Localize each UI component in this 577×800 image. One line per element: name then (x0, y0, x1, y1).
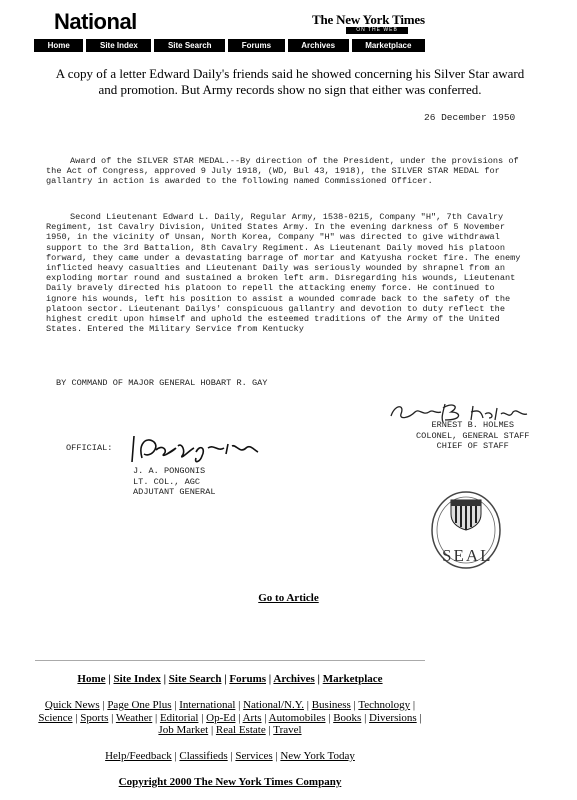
link-national-ny[interactable]: National/N.Y. (243, 699, 304, 711)
image-caption: A copy of a letter Edward Daily's friends said he showed concerning his Silver Star award and promotion. But Army records show no sign that either was conferred. (55, 66, 525, 97)
link-classifieds[interactable]: Classifieds (179, 750, 228, 762)
seal-text: SEAL (442, 546, 493, 565)
section-title: National (54, 9, 137, 34)
nav-forums[interactable]: Forums (228, 39, 285, 52)
link-books[interactable]: Books (333, 711, 362, 724)
pongonis-signature-block (133, 466, 216, 498)
logo-subtitle: ON THE WEB (346, 27, 408, 34)
signer-rank: COLONEL, GENERAL STAFF (416, 430, 530, 441)
nav-site-search[interactable]: Site Search (154, 39, 225, 52)
official-label: OFFICIAL: (66, 443, 113, 453)
link-weather[interactable]: Weather (115, 711, 153, 724)
link-op-ed[interactable]: Op-Ed (206, 711, 236, 724)
footer-forums-link[interactable]: Forums (229, 673, 267, 685)
letter-citation-paragraph: Second Lieutenant Edward L. Daily, Regular Army, 1538-0215, Company "H", 7th Cavalry Regiment, 1st Cavalry Division, United States Army. In the evening darkness of 5 November 1950, in the vicinity of Unsan, North Korea, Company "H" was directed to give withdrawal support to the 3rd Battalion, 8th Cavalry Regiment. As Lieutenant Daily moved his platoon forward, they came under a devastating barrage of mortar and Katyusha rocket fire. The enemy inflicted heavy casualties and Lieutenant Daily was seriously wounded by shrapnel from an exploding mortar round and sustained a broken left arm. Disregarding his wounds, Lieutenant Daily bravely directed his platoon to repell the attacking enemy force. He continued to ignore his wounds, left his position to assist a wounded comrade back to the safety of the platoon sector. Lieutenant Dailys' conspicuous gallantry and devotion to duty reflect the highest credit upon himself and uphold the esteemed traditions of the Army of the United States. Entered the Military Service from Kentucky (46, 212, 521, 335)
link-travel[interactable]: Travel (273, 724, 302, 736)
holmes-signature-block (416, 420, 529, 452)
pongonis-signature (124, 430, 264, 466)
copyright-notice[interactable] (0, 776, 460, 788)
nav-site-index[interactable]: Site Index (86, 39, 151, 52)
link-real-estate[interactable]: Real Estate (215, 724, 266, 736)
copyright-link[interactable]: Copyright 2000 The New York Times Company (118, 776, 342, 788)
service-links: Help/Feedback | Classifieds | Services | New York Today (105, 750, 355, 762)
adjutant-rank: LT. COL., AGC (133, 476, 201, 487)
footer-archives-link[interactable]: Archives (273, 673, 315, 685)
logo-name: The New York Times (312, 12, 425, 27)
letter-award-paragraph: Award of the SILVER STAR MEDAL.--By direction of the President, under the provisions of the Act of Congress, approved 9 July 1918, (WD, Bul 43, 1918), the SILVER STAR MEDAL for gallantry in action is awarded to the following named Commissioned Officer. (46, 156, 519, 187)
link-quick-news[interactable]: Quick News (44, 699, 100, 711)
nav-home[interactable]: Home (34, 39, 83, 52)
link-diversions[interactable]: Diversions (369, 711, 417, 724)
link-job-market[interactable]: Job Market (158, 724, 209, 736)
link-new-york-today[interactable]: New York Today (280, 750, 355, 762)
link-business[interactable]: Business (311, 699, 351, 711)
letter-command-line: BY COMMAND OF MAJOR GENERAL HOBART R. GAY (56, 378, 268, 388)
footer-marketplace-link[interactable]: Marketplace (322, 673, 383, 685)
link-science[interactable]: Science (38, 711, 73, 724)
nyt-logo[interactable] (308, 9, 425, 35)
link-page-one-plus[interactable]: Page One Plus (107, 699, 172, 711)
letter-date: 26 December 1950 (424, 112, 516, 123)
link-sports[interactable]: Sports (80, 711, 109, 724)
footer-site-index-link[interactable]: Site Index (113, 673, 161, 685)
footer-nav: Home | Site Index | Site Search | Forums | Archives | Marketplace (77, 673, 383, 685)
signer-title: CHIEF OF STAFF (436, 441, 509, 452)
footer-site-search-link[interactable]: Site Search (168, 673, 222, 685)
nav-archives[interactable]: Archives (288, 39, 349, 52)
scanned-letter (40, 108, 540, 578)
link-international[interactable]: International (179, 699, 236, 711)
footer-home-link[interactable]: Home (77, 673, 106, 685)
signer-name: ERNEST B. HOLMES (431, 420, 514, 430)
top-navbar (34, 39, 425, 52)
link-editorial[interactable]: Editorial (159, 711, 199, 724)
link-help-feedback[interactable]: Help/Feedback (105, 750, 172, 762)
footer-divider (35, 660, 425, 661)
adjutant-title: ADJUTANT GENERAL (133, 487, 216, 498)
link-technology[interactable]: Technology (358, 699, 411, 711)
section-links: Quick News | Page One Plus | International | National/N.Y. | Business | Technology | Science | Sports | Weather | Editorial | Op-Ed | Arts | Automobiles | Books | Diversions | Job Market | Real Estate | Travel (38, 699, 422, 736)
link-arts[interactable]: Arts (242, 711, 262, 724)
adjutant-name: J. A. PONGONIS (133, 466, 206, 476)
go-to-article-link[interactable]: Go to Article (258, 592, 319, 604)
link-automobiles[interactable]: Automobiles (268, 711, 326, 724)
nav-marketplace[interactable]: Marketplace (352, 39, 425, 52)
link-services[interactable]: Services (235, 750, 273, 762)
